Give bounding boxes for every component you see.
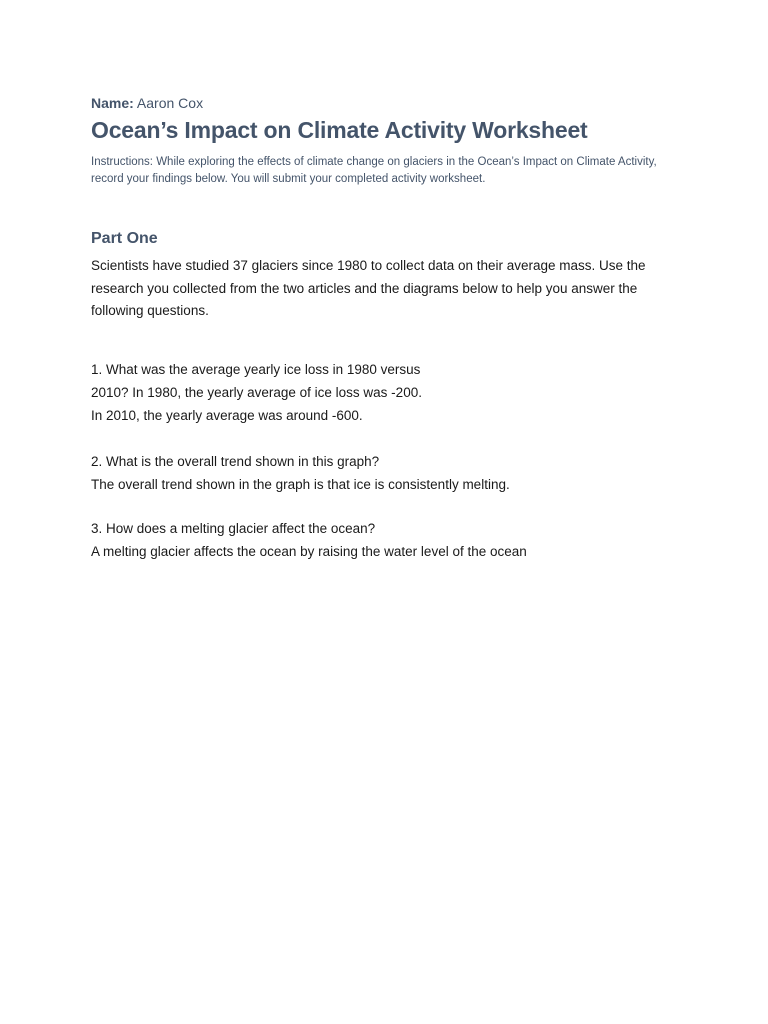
question-1-line-3: In 2010, the yearly average was around -600. <box>91 408 363 423</box>
question-2 <box>91 450 691 496</box>
name-label: Name: <box>91 95 134 111</box>
question-3-line-1: 3. How does a melting glacier affect the ocean? <box>91 521 376 536</box>
question-1 <box>91 358 691 427</box>
question-1-line-1: 1. What was the average yearly ice loss in 1980 versus <box>91 362 421 377</box>
student-name <box>91 95 203 111</box>
worksheet-title: Ocean’s Impact on Climate Activity Worksheet <box>91 117 588 143</box>
part-one-intro: Scientists have studied 37 glaciers since 1980 to collect data on their average mass. Use the research you collected from the two articles and the diagrams below to help you answer the following questions. <box>91 258 646 318</box>
question-3-line-2: A melting glacier affects the ocean by raising the water level of the ocean <box>91 544 527 559</box>
question-3 <box>91 517 691 563</box>
instructions-text: Instructions: While exploring the effects of climate change on glaciers in the Ocean’s Impact on Climate Activity, record your findings below. You will submit your completed activity worksheet. <box>91 156 657 185</box>
question-1-line-2: 2010? In 1980, the yearly average of ice loss was -200. <box>91 385 422 400</box>
question-2-line-2: The overall trend shown in the graph is that ice is consistently melting. <box>91 477 510 492</box>
name-value: Aaron Cox <box>136 95 204 111</box>
question-2-line-1: 2. What is the overall trend shown in this graph? <box>91 454 380 469</box>
part-one-heading: Part One <box>91 230 158 247</box>
